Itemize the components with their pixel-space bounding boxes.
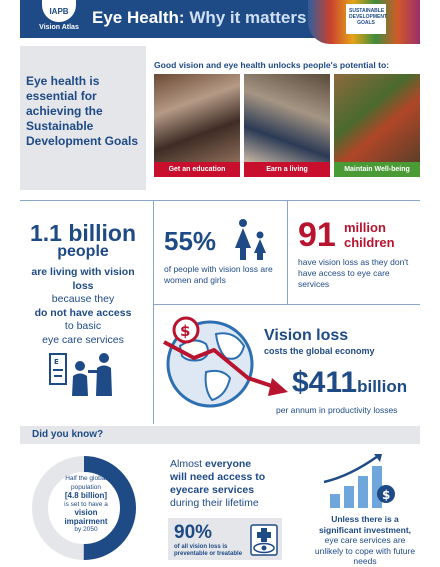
photo-caption: Maintain Well-being: [334, 162, 420, 177]
classroom-photo: [154, 74, 240, 162]
stat-women-number: 55%: [164, 226, 217, 256]
vision-loss-title: Vision loss: [264, 327, 349, 344]
title-part-2: Why it matters: [189, 8, 307, 27]
donut-line1: Half the global population: [65, 475, 107, 491]
eye-exam-icon: [48, 350, 120, 398]
sdg-collage-image: [308, 0, 420, 44]
header-banner: [20, 0, 420, 38]
intro-panel: [20, 46, 146, 190]
donut-line3: by 2050: [74, 526, 98, 533]
photo-living: [244, 74, 330, 177]
photo-education: [154, 74, 240, 177]
did-you-know-heading: Did you know?: [32, 429, 104, 440]
iapb-logo: [24, 0, 94, 38]
sdg-badge: SUSTAINABLE DEVELOPMENT GOALS: [346, 4, 386, 34]
everyone-line1b: everyone: [205, 458, 252, 470]
stat-billion-line5: eye care services: [42, 333, 124, 346]
worker-photo: [244, 74, 330, 162]
stat-children-number: 91: [298, 216, 336, 254]
investment-bold: Unless there is a significant investment,: [318, 514, 412, 535]
divider: [20, 200, 420, 201]
photo-caption: Earn a living: [244, 162, 330, 177]
donut-text: [52, 475, 120, 535]
everyone-line3: during their lifetime: [170, 497, 259, 509]
intro-text: Eye health is essential for achieving the Sustainable Development Goals: [26, 74, 139, 148]
everyone-line2: will need access to eyecare services: [170, 471, 266, 496]
donut-line2: is set to have a: [64, 500, 108, 508]
potential-title: Good vision and eye health unlocks people's potential to:: [154, 60, 390, 70]
everyone-line1a: Almost: [170, 458, 206, 470]
growth-chart-icon: [320, 452, 400, 510]
stat-children-unit: million children: [344, 220, 395, 250]
iapb-logo-mark: IAPB: [42, 0, 76, 22]
donut-bold: vision impairment: [64, 508, 108, 526]
divider: [153, 304, 420, 305]
page-title: [92, 8, 306, 28]
title-part-1: Eye Health:: [92, 8, 190, 27]
stat-billion-line3: do not have access: [34, 306, 132, 319]
economy-amount-value: $411: [292, 366, 358, 399]
everyone-text: [170, 458, 300, 510]
logo-subtitle: Vision Atlas: [39, 24, 79, 31]
preventable-percent: 90%: [174, 522, 213, 543]
stat-billion-line1: are living with vision loss: [31, 266, 135, 292]
investment-rest: eye care services are unlikely to cope with future needs: [314, 535, 416, 566]
svg-text:$: $: [180, 322, 191, 340]
economy-amount: [292, 366, 407, 400]
stat-billion-line4: to basic: [64, 320, 102, 332]
stat-billion-unit: people: [57, 243, 109, 260]
vision-loss-subtitle: costs the global economy: [264, 346, 375, 356]
divider: [287, 200, 288, 304]
economy-caption: per annum in productivity losses: [276, 405, 398, 415]
economy-amount-unit: billion: [357, 377, 408, 396]
donut-big: [4.8 billion]: [64, 491, 108, 500]
medical-eye-icon: [250, 524, 278, 556]
divider: [153, 200, 154, 424]
photo-caption: Get an education: [154, 162, 240, 177]
preventable-note: of all vision loss is preventable or treatable: [174, 544, 243, 557]
stat-women-text: of people with vision loss are women and girls: [164, 264, 273, 285]
woman-girl-icon: [232, 218, 270, 260]
svg-text:$: $: [382, 488, 391, 502]
investment-text: [312, 514, 418, 567]
svg-text:E: E: [54, 358, 59, 366]
stat-billion-line2: because they: [51, 293, 115, 305]
stat-billion-text: [20, 266, 146, 347]
stat-children-text: have vision loss as they don't have access to eye care services: [298, 257, 409, 289]
stat-billion-number: 1.1 billion: [29, 220, 137, 246]
photo-wellbeing: [334, 74, 420, 177]
mother-child-photo: [334, 74, 420, 162]
